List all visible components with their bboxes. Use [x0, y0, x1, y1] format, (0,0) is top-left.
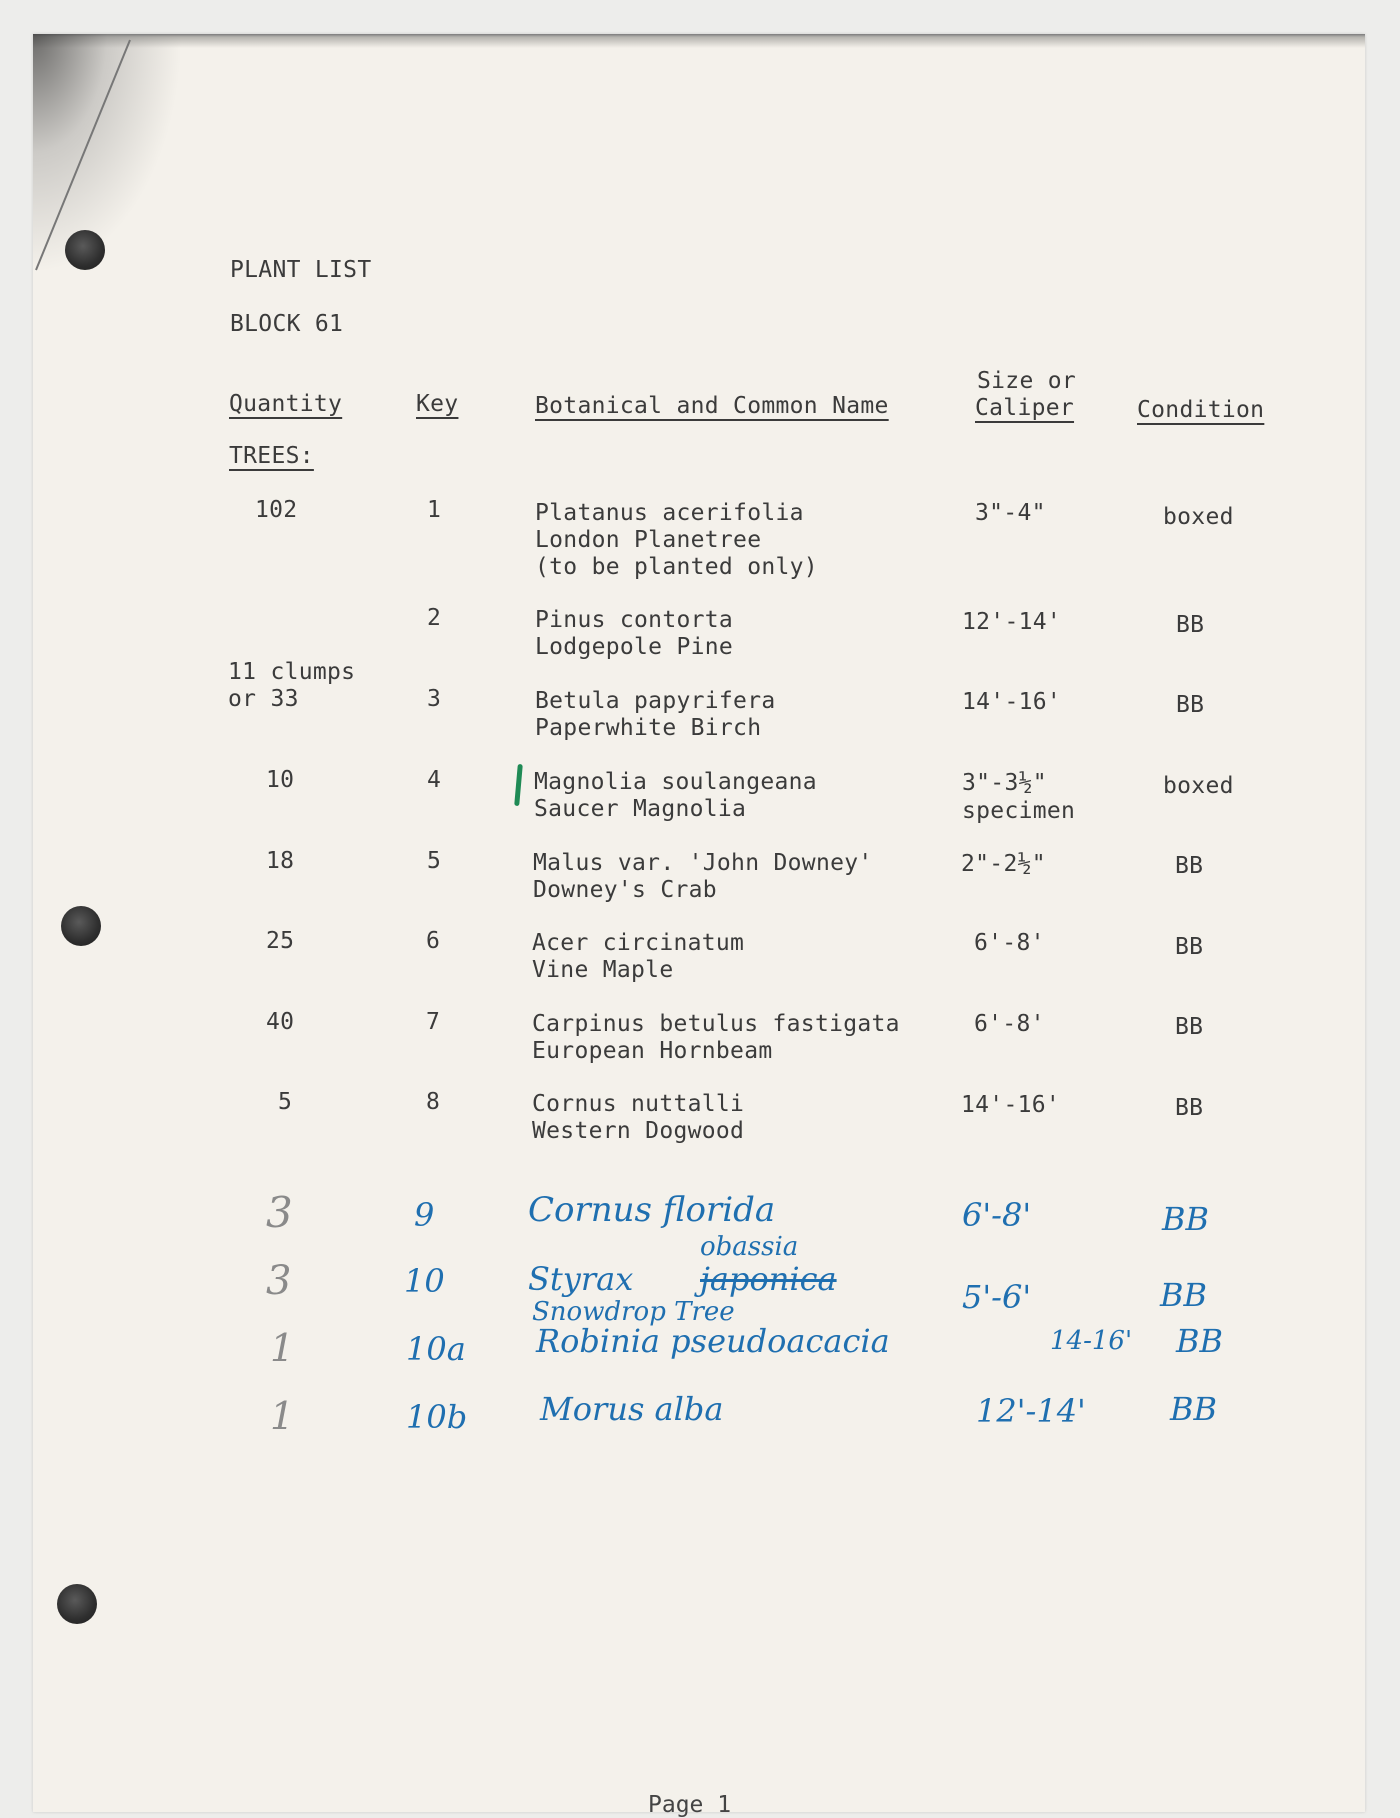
row-7-key: 7 [426, 1009, 441, 1035]
hw-row-10b-key: 10b [406, 1398, 468, 1436]
hw-row-10a-key: 10a [406, 1330, 466, 1368]
row-1-common: London Planetree [535, 527, 762, 553]
row-8-size: 14'-16' [961, 1092, 1061, 1118]
row-8-key: 8 [426, 1089, 441, 1115]
row-6-condition: BB [1175, 934, 1204, 960]
row-4-quantity: 10 [266, 767, 295, 793]
row-1-key: 1 [427, 497, 442, 523]
column-header-size-line1: Size or [977, 368, 1077, 394]
hw-row-9-name: Cornus florida [528, 1190, 776, 1230]
row-3-quantity: 11 clumps [228, 659, 356, 685]
hw-row-9-key: 9 [414, 1196, 435, 1234]
row-7-condition: BB [1175, 1014, 1204, 1040]
row-6-botanical: Acer circinatum [532, 930, 745, 956]
hw-row-9-size: 6'-8' [962, 1196, 1032, 1234]
row-1-note: (to be planted only) [535, 554, 818, 580]
hw-row-10-quantity: 3 [266, 1258, 292, 1304]
row-2-size: 12'-14' [962, 609, 1062, 635]
column-header-condition: Condition [1137, 397, 1265, 423]
row-3-condition: BB [1176, 692, 1205, 718]
hw-row-10-size: 5'-6' [962, 1278, 1032, 1316]
row-7-size: 6'-8' [974, 1011, 1045, 1037]
scan-shadow-top [33, 34, 1365, 48]
block-label: BLOCK 61 [230, 311, 344, 337]
row-2-condition: BB [1176, 612, 1205, 638]
hw-row-10b-condition: BB [1170, 1390, 1218, 1428]
row-6-common: Vine Maple [532, 957, 674, 983]
hw-row-10-key: 10 [404, 1262, 445, 1300]
hw-row-9-condition: BB [1162, 1200, 1210, 1238]
hw-row-10a-condition: BB [1176, 1322, 1224, 1360]
column-header-quantity: Quantity [229, 391, 343, 417]
punch-hole-top [65, 230, 105, 270]
row-4-size-note: specimen [962, 798, 1076, 824]
hw-row-10b-size: 12'-14' [976, 1392, 1086, 1430]
punch-hole-bottom [57, 1584, 97, 1624]
row-1-botanical: Platanus acerifolia [535, 500, 804, 526]
row-8-common: Western Dogwood [532, 1118, 745, 1144]
row-5-size: 2"-2½" [961, 851, 1046, 877]
column-header-size-line2: Caliper [975, 395, 1075, 421]
column-header-name: Botanical and Common Name [535, 393, 889, 419]
hw-row-10-struck-word: japonica [700, 1260, 837, 1298]
row-4-botanical: Magnolia soulangeana [534, 769, 817, 795]
section-heading-trees: TREES: [229, 443, 314, 469]
hw-row-10b-quantity: 1 [270, 1394, 295, 1438]
row-1-size: 3"-4" [975, 500, 1046, 526]
row-7-botanical: Carpinus betulus fastigata [532, 1011, 900, 1037]
row-6-quantity: 25 [266, 928, 295, 954]
hw-row-10-name: Styrax [528, 1260, 634, 1298]
row-4-condition: boxed [1163, 773, 1234, 799]
row-2-botanical: Pinus contorta [535, 607, 734, 633]
hw-row-10-condition: BB [1160, 1276, 1208, 1314]
row-5-condition: BB [1175, 853, 1204, 879]
row-2-key: 2 [427, 605, 442, 631]
hw-row-10a-size: 14-16' [1050, 1326, 1133, 1356]
column-header-key: Key [416, 391, 459, 417]
hw-row-10-name-correction: obassia [700, 1232, 799, 1262]
hw-row-10a-quantity: 1 [270, 1326, 295, 1370]
row-7-common: European Hornbeam [532, 1038, 773, 1064]
hw-row-10a-name: Robinia pseudoacacia [536, 1322, 890, 1360]
page-title: PLANT LIST [230, 257, 372, 283]
row-1-condition: boxed [1163, 504, 1234, 530]
row-6-key: 6 [426, 928, 441, 954]
page-number: Page 1 [648, 1792, 732, 1818]
row-4-size: 3"-3½" [962, 770, 1047, 796]
hw-row-10b-name: Morus alba [540, 1390, 724, 1428]
row-5-common: Downey's Crab [533, 877, 717, 903]
row-5-quantity: 18 [266, 848, 295, 874]
row-8-quantity: 5 [278, 1089, 293, 1115]
row-7-quantity: 40 [266, 1009, 295, 1035]
row-2-common: Lodgepole Pine [535, 634, 734, 660]
hw-row-10-common: Snowdrop Tree [532, 1297, 735, 1327]
row-3-common: Paperwhite Birch [535, 715, 762, 741]
scan-shadow-corner [33, 34, 183, 274]
punch-hole-middle [61, 906, 101, 946]
row-3-key: 3 [427, 686, 442, 712]
hw-row-9-quantity: 3 [266, 1188, 293, 1237]
row-8-condition: BB [1175, 1095, 1204, 1121]
row-3-botanical: Betula papyrifera [535, 688, 776, 714]
row-3-quantity-alt: or 33 [228, 686, 299, 712]
row-8-botanical: Cornus nuttalli [532, 1091, 745, 1117]
row-1-quantity: 102 [255, 497, 298, 523]
paper-sheet [33, 34, 1365, 1812]
row-5-botanical: Malus var. 'John Downey' [533, 850, 873, 876]
row-4-common: Saucer Magnolia [534, 796, 747, 822]
row-4-key: 4 [427, 767, 442, 793]
row-3-size: 14'-16' [962, 689, 1062, 715]
row-5-key: 5 [427, 848, 442, 874]
row-6-size: 6'-8' [974, 930, 1045, 956]
